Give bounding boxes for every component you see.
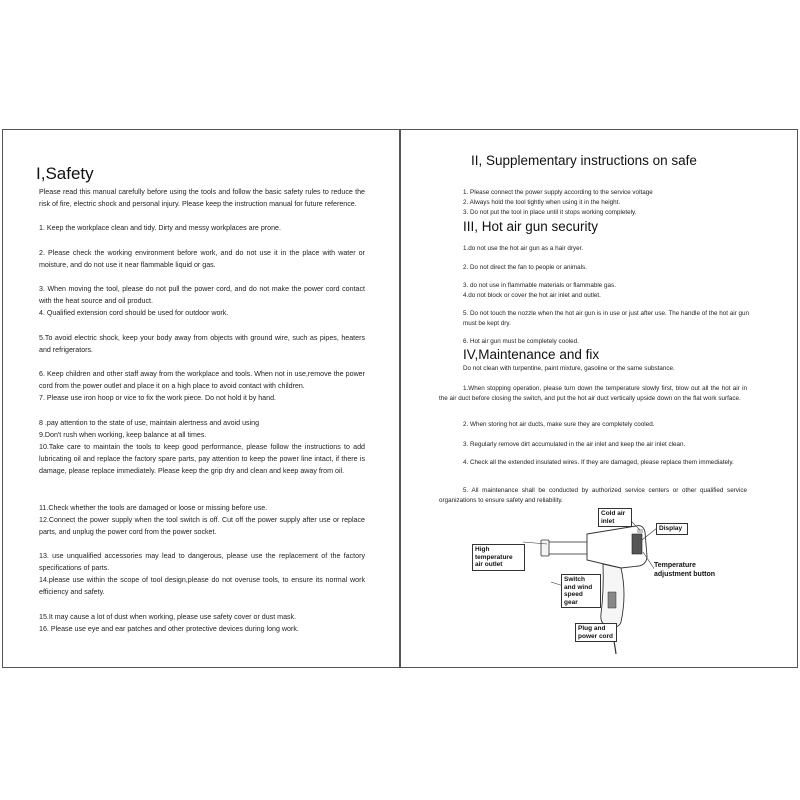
sec4-intro: Do not clean with turpentine, paint mixture, gasoline or the same substance. <box>463 365 675 372</box>
safety-item-6: 6. Keep children and other staff away from the workplace and tools. When not in use,remove the power cord from the power outlet and place it on a high place to avoid contact with children. <box>39 370 365 391</box>
safety-item-7: 7. Please use iron hoop or vice to fix the work piece. Do not hold it by hand. <box>39 394 276 402</box>
safety-item-10: 10.Take care to maintain the tools to keep good performance, please follow the instructions to add lubricating oil and replace the factory spare parts, pay attention to keep the power line intact, if there is damage, please replace immediately. Please keep the grip dry and clean and keep away from oil. <box>39 443 365 476</box>
sec3-item-5: 5. Do not touch the nozzle when the hot air gun is in use or just after use. The handle of the hot air gun must be kept dry. <box>463 310 749 328</box>
left-page <box>2 129 400 668</box>
safety-item-3: 3. When moving the tool, please do not pull the power cord, and do not make the power cord contact with the heat source and oil product. <box>39 285 365 306</box>
supplementary-title: II, Supplementary instructions on safe <box>471 153 697 168</box>
sec4-item-2: 2. When storing hot air ducts, make sure they are completely cooled. <box>463 421 655 428</box>
sec2-item-1: 1. Please connect the power supply according to the service voltage <box>463 189 653 196</box>
sec3-item-3: 3. do not use in flammable materials or flammable gas. <box>463 282 616 289</box>
safety-item-5: 5.To avoid electric shock, keep your body away from objects with ground wire, such as pipes, heaters and refrigerators. <box>39 334 365 355</box>
high-temperature-air-outlet-label: High temperature air outlet <box>472 544 525 571</box>
hot-air-gun-security-title: III, Hot air gun security <box>463 219 599 234</box>
sec4-item-5: 5. All maintenance shall be conducted by authorized service centers or other qualified service organizations to ensure safety and reliability. <box>439 487 747 505</box>
safety-intro: Please read this manual carefully before using the tools and follow the basic safety rules to reduce the risk of fire, electric shock and personal injury. Please keep the instruction manual for future reference. <box>39 188 365 209</box>
sec3-item-4: 4.do not block or cover the hot air inlet and outlet. <box>463 292 601 299</box>
maintenance-title: IV,Maintenance and fix <box>463 347 600 362</box>
sec2-item-2: 2. Always hold the tool tightly when using it in the height. <box>463 199 621 206</box>
safety-item-13: 13. use unqualified accessories may lead to dangerous, please use the replacement of the factory specifications of parts. <box>39 552 365 573</box>
safety-item-8: 8 .pay attention to the state of use, maintain alertness and avoid using <box>39 419 260 427</box>
temperature-adjustment-button-label: Temperature adjustment button <box>654 561 720 579</box>
safety-item-2: 2. Please check the working environment before work, and do not use it in the place with water or moisture, and do not use it near flammable liquid or gas. <box>39 249 365 270</box>
safety-item-15: 15.It may cause a lot of dust when working, please use safety cover or dust mask. <box>39 613 297 621</box>
sec2-item-3: 3. Do not put the tool in place until it stops working completely. <box>463 209 637 216</box>
cold-air-inlet-label: Cold air inlet <box>598 508 632 527</box>
sec3-item-6: 6. Hot air gun must be completely cooled. <box>463 338 579 345</box>
sec3-item-1: 1.do not use the hot air gun as a hair dryer. <box>463 245 584 252</box>
right-page <box>400 129 798 668</box>
plug-power-cord-label: Plug and power cord <box>575 623 617 642</box>
safety-title: I,Safety <box>36 164 94 183</box>
sec4-item-4: 4. Check all the extended insulated wires. If they are damaged, please replace them immediately. <box>463 459 734 466</box>
safety-item-9: 9.Don't rush when working, keep balance at all times. <box>39 431 207 439</box>
safety-item-16: 16. Please use eye and ear patches and other protective devices during long work. <box>39 625 299 633</box>
sec4-item-3: 3. Regularly remove dirt accumulated in the air inlet and keep the air inlet clean. <box>463 441 686 448</box>
safety-item-12: 12.Connect the power supply when the tool switch is off. Cut off the power supply after use or replace parts, and unplug the power cord from the power socket. <box>39 516 365 537</box>
sec4-item-1: 1.When stopping operation, please turn down the temperature slowly first, blow out all the hot air in the air duct before closing the switch, and put the hot air duct vertically upside down on the flat work surface. <box>439 385 747 403</box>
safety-item-11: 11.Check whether the tools are damaged or loose or missing before use. <box>39 504 268 512</box>
display-label: Display <box>656 523 688 535</box>
sec3-item-2: 2. Do not direct the fan to people or animals. <box>463 264 587 271</box>
switch-wind-speed-gear-label: Switch and wind speed gear <box>561 574 601 608</box>
safety-item-14: 14.please use within the scope of tool design,please do not overuse tools, to ensure its normal work efficiency and safety. <box>39 576 365 597</box>
safety-item-4: 4. Qualified extension cord should be used for outdoor work. <box>39 309 229 317</box>
safety-item-1: 1. Keep the workplace clean and tidy. Dirty and messy workplaces are prone. <box>39 224 281 232</box>
